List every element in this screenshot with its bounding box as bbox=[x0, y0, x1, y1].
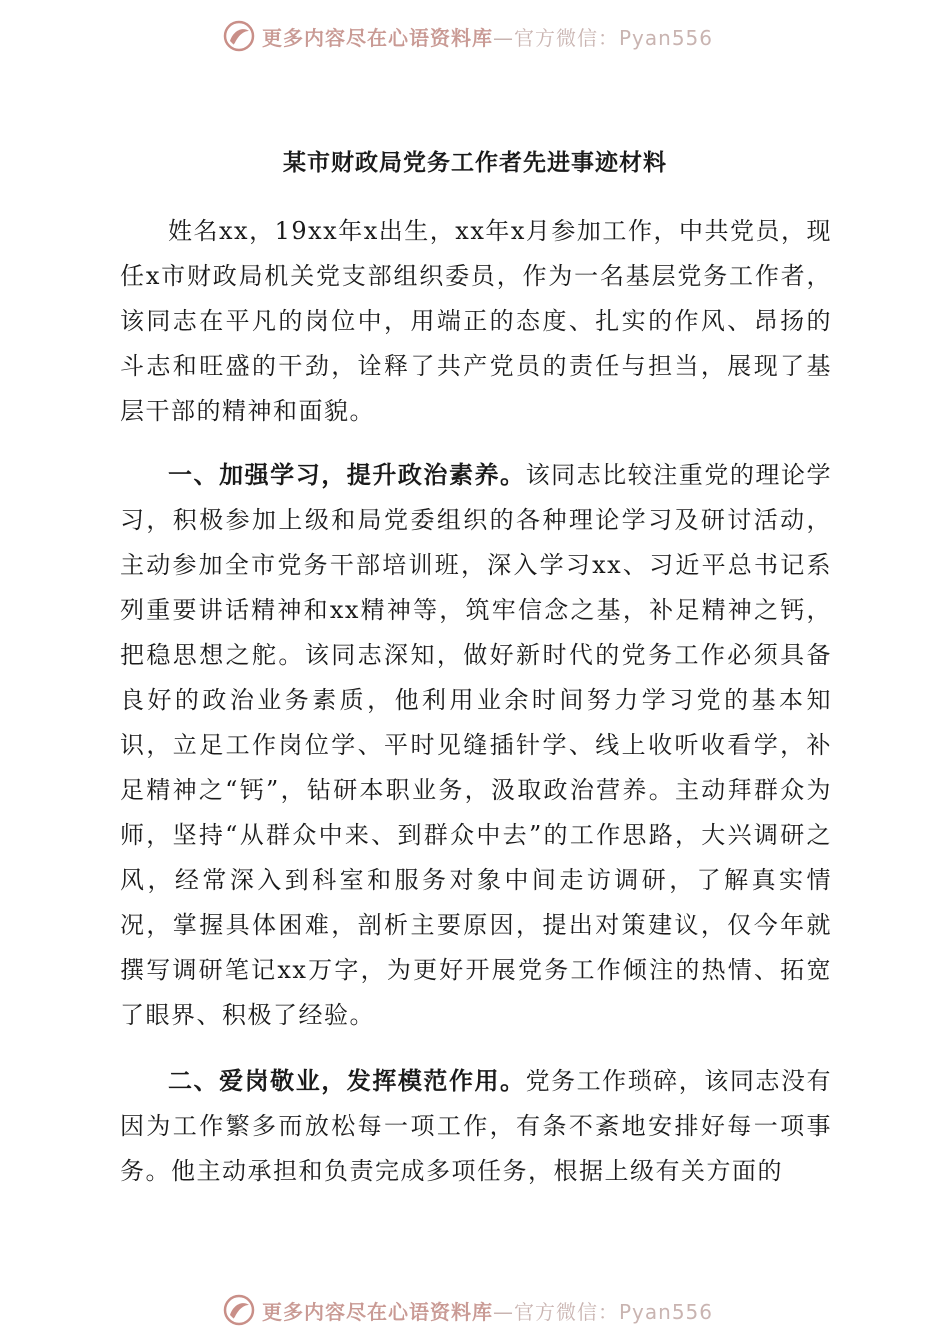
section-heading: 二、爱岗敬业，发挥模范作用。 bbox=[168, 1066, 526, 1095]
paragraph-text: 党务工作琐碎，该同志没有因为工作繁多而放松每一项工作，有条不紊地安排好每一项事务。他主动承担和负责完成多项任务，根据上级有关方面的 bbox=[120, 1067, 833, 1185]
paragraph-text: 姓名xx，19xx年x出生，xx年x月参加工作，中共党员，现任x市财政局机关党支部组织委员，作为一名基层党务工作者，该同志在平凡的岗位中，用端正的态度、扎实的作风、昂扬的斗志和旺盛的干劲，诠释了共产党员的责任与担当，展现了基层干部的精神和面貌。 bbox=[120, 217, 832, 425]
section-heading: 一、加强学习，提升政治素养。 bbox=[168, 460, 526, 489]
paragraph-intro bbox=[120, 208, 832, 434]
watermark-footer bbox=[222, 1290, 742, 1330]
watermark-brand-text: 更多内容尽在心语资料库 bbox=[262, 25, 493, 50]
watermark-contact-text: —官方微信：Pyan556 bbox=[493, 1299, 714, 1324]
brand-logo-icon bbox=[222, 19, 256, 53]
document-title: 某市财政局党务工作者先进事迹材料 bbox=[283, 149, 667, 176]
watermark-header bbox=[222, 16, 742, 56]
paragraph-section-2 bbox=[120, 1058, 832, 1194]
paragraph-section-1 bbox=[120, 452, 832, 1038]
watermark-brand-text: 更多内容尽在心语资料库 bbox=[262, 1299, 493, 1324]
brand-logo-icon bbox=[222, 1293, 256, 1327]
watermark-contact-text: —官方微信：Pyan556 bbox=[493, 25, 714, 50]
paragraph-text: 该同志比较注重党的理论学习，积极参加上级和局党委组织的各种理论学习及研讨活动，主动参加全市党务干部培训班，深入学习xx、习近平总书记系列重要讲话精神和xx精神等，筑牢信念之基，补足精神之钙，把稳思想之舵。该同志深知，做好新时代的党务工作必须具备良好的政治业务素质，他利用业余时间努力学习党的基本知识，立足工作岗位学、平时见缝插针学、线上收听收看学，补足精神之“钙”，钻研本职业务，汲取政治营养。主动拜群众为师，坚持“从群众中来、到群众中去”的工作思路，大兴调研之风，经常深入到科室和服务对象中间走访调研，了解真实情况，掌握具体困难，剖析主要原因，提出对策建议，仅今年就撰写调研笔记xx万字，为更好开展党务工作倾注的热情、拓宽了眼界、积极了经验。 bbox=[120, 461, 833, 1029]
